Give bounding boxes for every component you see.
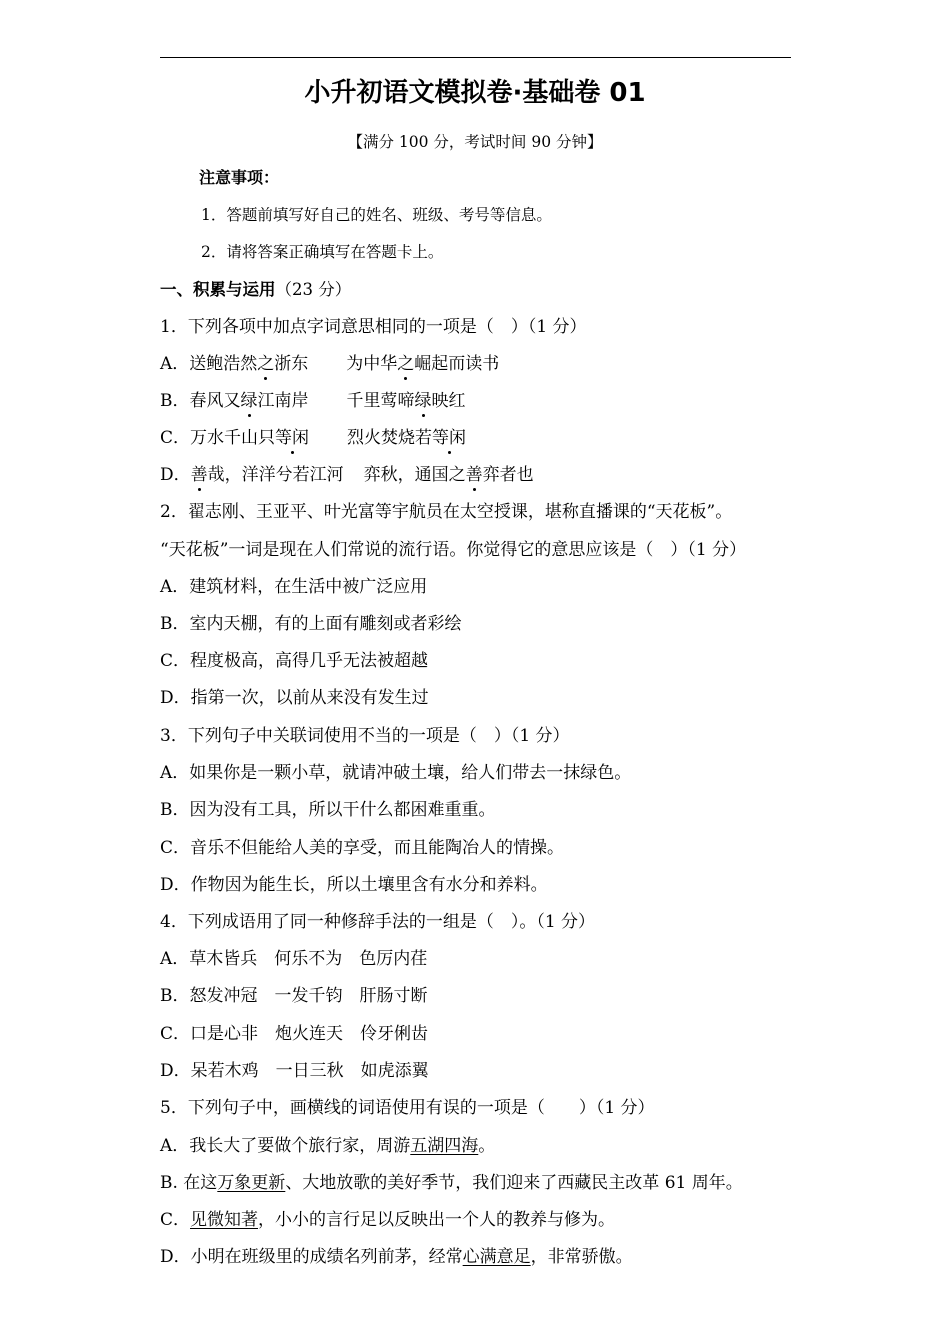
question-5-stem: 5．下列句子中，画横线的词语使用有误的一项是（ ）（1 分） <box>160 1098 655 1118</box>
question-4-option: D．呆若木鸡 一日三秋 如虎添翼 <box>160 1061 429 1081</box>
note-item: 1．答题前填写好自己的姓名、班级、考号等信息。 <box>201 206 552 224</box>
underlined-phrase: 心满意足 <box>462 1247 531 1267</box>
dotted-word: 之 <box>397 354 415 374</box>
question-3-option: B．因为没有工具，所以干什么都困难重重。 <box>160 800 496 820</box>
question-5-option-d: D．小明在班级里的成绩名列前茅，经常心满意足，非常骄傲。 <box>160 1247 633 1267</box>
question-1-option-d: D．善哉，洋洋兮若江河 弈秋，通国之善弈者也 <box>160 465 534 485</box>
underlined-phrase: 见微知著 <box>190 1210 259 1230</box>
question-4-option: A．草木皆兵 何乐不为 色厉内荏 <box>160 949 428 969</box>
question-1-stem: 1．下列各项中加点字词意思相同的一项是（ ）（1 分） <box>160 317 587 337</box>
question-1-option-c: C．万水千山只等闲 烈火焚烧若等闲 <box>160 428 467 448</box>
question-3-option: D．作物因为能生长，所以土壤里含有水分和养料。 <box>160 875 548 895</box>
question-1-option-a: A．送鲍浩然之浙东 为中华之崛起而读书 <box>160 354 500 374</box>
question-4-stem: 4．下列成语用了同一种修辞手法的一组是（ ）。（1 分） <box>160 912 596 932</box>
dotted-word: 绿 <box>414 391 432 411</box>
question-3-option: A．如果你是一颗小草，就请冲破土壤，给人们带去一抹绿色。 <box>160 763 632 783</box>
note-item: 2．请将答案正确填写在答题卡上。 <box>201 243 444 261</box>
section-label: 一、积累与运用 <box>160 280 276 299</box>
question-2-stem: “天花板”一词是现在人们常说的流行语。你觉得它的意思应该是（ ）（1 分） <box>160 540 747 560</box>
section-points: （23 分） <box>275 280 352 299</box>
question-1-option-b: B．春风又绿江南岸 千里莺啼绿映红 <box>160 391 466 411</box>
notes-heading: 注意事项： <box>199 168 280 187</box>
question-5-option-b: B. 在这万象更新、大地放歌的美好季节，我们迎来了西藏民主改革 61 周年。 <box>160 1173 743 1193</box>
question-3-stem: 3．下列句子中关联词使用不当的一项是（ ）（1 分） <box>160 726 570 746</box>
question-2-option: B．室内天棚，有的上面有雕刻或者彩绘 <box>160 614 462 634</box>
underlined-phrase: 五湖四海 <box>410 1136 479 1156</box>
section-heading <box>160 278 351 302</box>
question-2-option: D．指第一次，以前从来没有发生过 <box>160 688 429 708</box>
question-2-option: A．建筑材料，在生活中被广泛应用 <box>160 577 428 597</box>
dotted-word: 等闲 <box>275 428 310 448</box>
question-3-option: C．音乐不但能给人美的享受，而且能陶冶人的情操。 <box>160 838 565 858</box>
question-2-option: C．程度极高，高得几乎无法被超越 <box>160 651 429 671</box>
exam-info: 【满分 100 分，考试时间 90 分钟】 <box>347 133 603 151</box>
dotted-word: 善 <box>465 465 483 485</box>
header-rule <box>160 57 791 58</box>
question-2-stem: 2．翟志刚、王亚平、叶光富等宇航员在太空授课，堪称直播课的“天花板”。 <box>160 502 733 522</box>
dotted-word: 善 <box>190 465 208 485</box>
page-title: 小升初语文模拟卷·基础卷 01 <box>304 78 646 108</box>
dotted-word: 之 <box>257 354 275 374</box>
question-5-option-c: C．见微知著，小小的言行足以反映出一个人的教养与修为。 <box>160 1210 616 1230</box>
dotted-word: 等闲 <box>432 428 467 448</box>
question-4-option: B．怒发冲冠 一发千钧 肝肠寸断 <box>160 986 428 1006</box>
question-4-option: C．口是心非 炮火连天 伶牙俐齿 <box>160 1024 429 1044</box>
question-5-option-a: A．我长大了要做个旅行家，周游五湖四海。 <box>160 1136 496 1156</box>
underlined-phrase: 万象更新 <box>217 1173 286 1193</box>
dotted-word: 绿 <box>240 391 258 411</box>
